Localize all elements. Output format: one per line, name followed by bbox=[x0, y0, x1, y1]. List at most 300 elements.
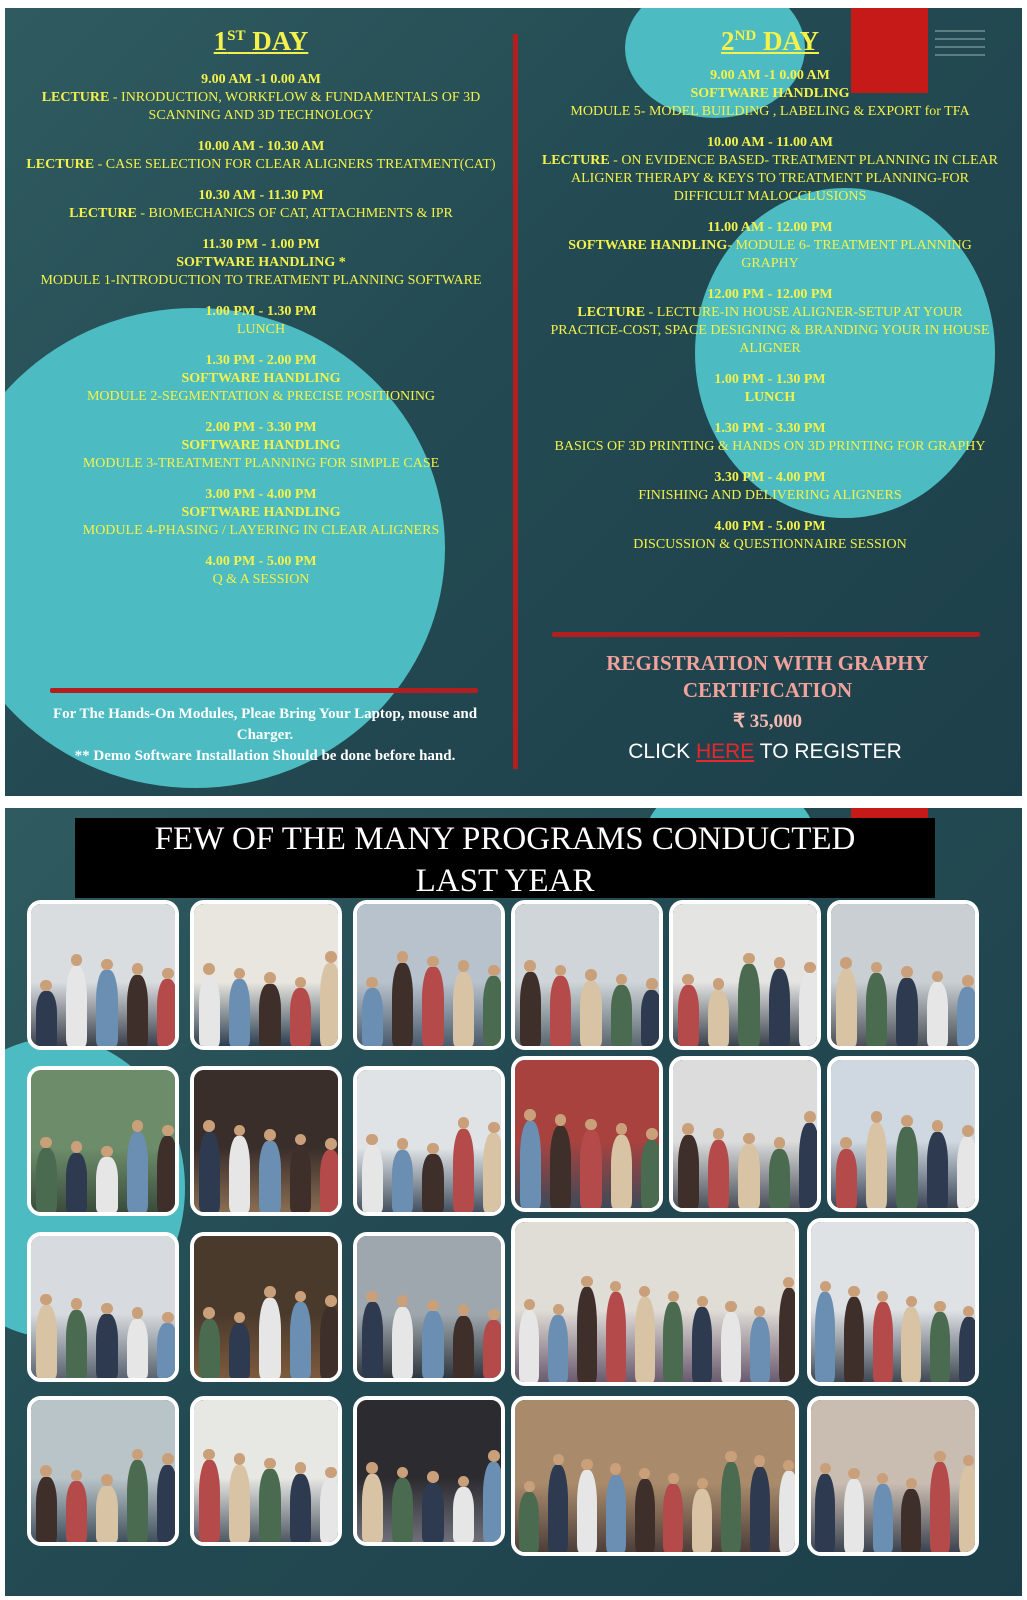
person-figure bbox=[611, 1135, 632, 1208]
person-figure bbox=[844, 1479, 864, 1552]
person-figure bbox=[779, 1288, 799, 1382]
slot-text: - INRODUCTION, WORKFLOW & FUNDAMENTALS OF 3D SCANNING AND 3D TECHNOLOGY bbox=[109, 90, 481, 123]
schedule-slot bbox=[540, 134, 1000, 206]
person-figure bbox=[769, 969, 790, 1046]
schedule-panel bbox=[5, 8, 1022, 796]
person-figure bbox=[157, 1323, 178, 1378]
slot-description bbox=[83, 456, 439, 471]
person-figure bbox=[799, 1123, 820, 1209]
person-head bbox=[901, 1115, 913, 1127]
person-head bbox=[71, 1298, 83, 1310]
slot-label: SOFTWARE HANDLING bbox=[568, 238, 728, 253]
slot-description bbox=[638, 488, 901, 503]
person-figure bbox=[229, 1323, 250, 1378]
person-figure bbox=[422, 967, 443, 1046]
person-figure bbox=[422, 1483, 443, 1542]
slot-description bbox=[570, 104, 969, 119]
person-figure bbox=[453, 1316, 474, 1378]
person-head bbox=[366, 1462, 378, 1474]
day1-column bbox=[25, 26, 497, 602]
slot-time: 12.00 PM - 12.00 PM bbox=[707, 287, 833, 302]
person-figure bbox=[927, 1132, 948, 1208]
person-figure bbox=[66, 1310, 87, 1378]
slot-heading: SOFTWARE HANDLING bbox=[181, 505, 341, 520]
person-figure bbox=[229, 1136, 250, 1212]
slot-time: 4.00 PM - 5.00 PM bbox=[205, 554, 317, 569]
person-figure bbox=[520, 972, 541, 1046]
person-head bbox=[901, 966, 913, 978]
person-figure bbox=[635, 1479, 655, 1552]
day2-schedule bbox=[540, 67, 1000, 554]
person-figure bbox=[519, 1492, 539, 1552]
person-head bbox=[725, 1451, 736, 1462]
day2-title: 2ND DAY bbox=[721, 26, 819, 56]
person-head bbox=[264, 972, 276, 984]
person-head bbox=[840, 1137, 852, 1149]
person-head bbox=[934, 1451, 945, 1462]
person-figure bbox=[844, 1297, 864, 1382]
person-figure bbox=[750, 1317, 770, 1382]
person-head bbox=[397, 1138, 409, 1150]
person-figure bbox=[641, 1140, 662, 1208]
event-photo bbox=[190, 900, 342, 1050]
event-photo bbox=[353, 900, 505, 1050]
slot-description bbox=[26, 157, 495, 172]
person-figure bbox=[606, 1475, 626, 1553]
person-head bbox=[555, 1114, 567, 1126]
day2-column bbox=[540, 26, 1000, 567]
schedule-slot bbox=[540, 420, 1000, 456]
event-photo bbox=[190, 1066, 342, 1216]
person-figure bbox=[708, 1140, 729, 1208]
person-head bbox=[962, 1125, 974, 1137]
person-head bbox=[610, 1281, 621, 1292]
event-photo bbox=[669, 900, 821, 1050]
person-head bbox=[132, 963, 144, 975]
slot-time: 3.30 PM - 4.00 PM bbox=[714, 470, 826, 485]
person-head bbox=[101, 959, 113, 971]
day1-title: 1ST DAY bbox=[213, 26, 309, 56]
slot-label: LECTURE bbox=[41, 90, 110, 105]
slot-text: - MODULE 6- TREATMENT PLANNING GRAPHY bbox=[727, 238, 972, 271]
event-photo bbox=[353, 1066, 505, 1216]
schedule-slot bbox=[25, 187, 497, 223]
person-head bbox=[713, 978, 725, 990]
person-head bbox=[697, 1478, 708, 1489]
slot-label: LECTURE bbox=[541, 153, 610, 168]
schedule-slot bbox=[540, 219, 1000, 273]
person-figure bbox=[873, 1484, 893, 1552]
schedule-slot bbox=[25, 303, 497, 339]
person-figure bbox=[422, 1311, 443, 1378]
person-figure bbox=[157, 1136, 178, 1212]
register-cta: CLICK HERE TO REGISTER bbox=[628, 740, 902, 763]
person-head bbox=[804, 962, 816, 974]
person-head bbox=[203, 963, 215, 975]
person-figure bbox=[259, 984, 280, 1046]
person-figure bbox=[550, 1126, 571, 1208]
event-photo bbox=[27, 1066, 179, 1216]
person-figure bbox=[580, 1130, 601, 1208]
person-figure bbox=[362, 1474, 383, 1542]
person-head bbox=[162, 1312, 174, 1324]
person-figure bbox=[815, 1474, 835, 1552]
register-link[interactable]: HERE bbox=[695, 740, 755, 763]
person-figure bbox=[199, 1132, 220, 1212]
person-figure bbox=[738, 964, 759, 1046]
person-head bbox=[877, 1291, 888, 1302]
slot-text: MODULE 4-PHASING / LAYERING IN CLEAR ALIGNERS bbox=[82, 523, 440, 538]
person-head bbox=[458, 1304, 470, 1316]
person-head bbox=[264, 1129, 276, 1141]
slot-description bbox=[87, 389, 435, 404]
person-head bbox=[488, 1450, 500, 1462]
slot-text: FINISHING AND DELIVERING ALIGNERS bbox=[638, 488, 902, 503]
person-head bbox=[488, 1122, 500, 1134]
person-figure bbox=[641, 990, 662, 1046]
slot-text: - ON EVIDENCE BASED- TREATMENT PLANNING IN CLEAR ALIGNER THERAPY & KEYS TO TREATMENT PLANNING-FOR DIFFICULT MALOCCLUSIONS bbox=[571, 153, 999, 204]
gallery-panel bbox=[5, 808, 1022, 1596]
person-head bbox=[101, 1303, 113, 1315]
person-head bbox=[162, 968, 174, 980]
person-head bbox=[132, 1307, 144, 1319]
person-figure bbox=[127, 1460, 148, 1542]
person-figure bbox=[779, 1471, 799, 1552]
person-head bbox=[610, 1463, 621, 1474]
person-figure bbox=[229, 979, 250, 1046]
event-photo bbox=[511, 1218, 799, 1386]
person-head bbox=[646, 978, 658, 990]
person-head bbox=[871, 1111, 883, 1123]
person-figure bbox=[901, 1489, 921, 1552]
person-figure bbox=[36, 1305, 57, 1378]
person-head bbox=[553, 1454, 564, 1465]
person-head bbox=[804, 1111, 816, 1123]
slot-description bbox=[542, 153, 998, 204]
person-head bbox=[427, 1300, 439, 1312]
person-figure bbox=[157, 1465, 178, 1542]
person-figure bbox=[959, 1317, 979, 1382]
person-figure bbox=[36, 1477, 57, 1542]
slot-text: MODULE 2-SEGMENTATION & PRECISE POSITIONING bbox=[86, 389, 436, 404]
slot-text: BASICS OF 3D PRINTING & HANDS ON 3D PRINTING FOR GRAPHY bbox=[554, 439, 986, 454]
person-figure bbox=[66, 1481, 87, 1542]
person-head bbox=[162, 1453, 174, 1465]
person-figure bbox=[362, 1302, 383, 1378]
person-figure bbox=[520, 1121, 541, 1208]
person-head bbox=[325, 1138, 337, 1150]
person-figure bbox=[453, 1129, 474, 1212]
person-figure bbox=[127, 1319, 148, 1378]
person-head bbox=[132, 1120, 144, 1132]
event-photo bbox=[27, 1232, 179, 1382]
event-photo bbox=[511, 1056, 663, 1212]
person-figure bbox=[708, 990, 729, 1046]
person-head bbox=[553, 1304, 564, 1315]
person-head bbox=[234, 1453, 246, 1465]
person-head bbox=[585, 969, 597, 981]
person-figure bbox=[721, 1312, 741, 1382]
slot-time: 1.30 PM - 2.00 PM bbox=[205, 353, 317, 368]
person-head bbox=[101, 1146, 113, 1158]
person-figure bbox=[392, 1150, 413, 1212]
slot-description bbox=[42, 90, 481, 123]
slot-heading: SOFTWARE HANDLING bbox=[181, 438, 341, 453]
event-photo bbox=[190, 1396, 342, 1546]
person-figure bbox=[738, 1144, 759, 1208]
slot-text: MODULE 1-INTRODUCTION TO TREATMENT PLANNING SOFTWARE bbox=[40, 273, 482, 288]
person-figure bbox=[635, 1297, 655, 1382]
person-figure bbox=[959, 1466, 979, 1552]
person-head bbox=[397, 1295, 409, 1307]
person-figure bbox=[96, 970, 117, 1046]
person-head bbox=[668, 1291, 679, 1302]
slot-heading: SOFTWARE HANDLING bbox=[181, 371, 341, 386]
event-photo bbox=[827, 900, 979, 1050]
slot-time: 10.00 AM - 10.30 AM bbox=[197, 139, 325, 154]
event-photo bbox=[353, 1232, 505, 1382]
person-figure bbox=[229, 1465, 250, 1542]
person-head bbox=[932, 1120, 944, 1132]
person-head bbox=[962, 975, 974, 987]
person-figure bbox=[483, 976, 504, 1046]
schedule-slot bbox=[25, 138, 497, 174]
person-figure bbox=[896, 1127, 917, 1208]
person-head bbox=[524, 1109, 536, 1121]
person-figure bbox=[483, 1320, 504, 1378]
person-head bbox=[488, 965, 500, 977]
person-figure bbox=[692, 1307, 712, 1382]
slot-heading: SOFTWARE HANDLING bbox=[690, 86, 850, 101]
person-head bbox=[397, 951, 409, 963]
person-figure bbox=[290, 1302, 311, 1378]
person-head bbox=[668, 1473, 679, 1484]
person-figure bbox=[692, 1489, 712, 1552]
event-photo bbox=[511, 1396, 799, 1556]
person-figure bbox=[199, 1319, 220, 1378]
person-figure bbox=[320, 1307, 341, 1378]
person-figure bbox=[769, 1149, 790, 1208]
slot-description bbox=[237, 322, 285, 337]
slot-description bbox=[551, 305, 990, 356]
software-note: ** Demo Software Installation Should be done before hand. bbox=[74, 748, 456, 764]
person-head bbox=[325, 1467, 337, 1479]
person-figure bbox=[663, 1484, 683, 1552]
person-head bbox=[524, 1299, 535, 1310]
person-head bbox=[697, 1296, 708, 1307]
person-figure bbox=[721, 1462, 741, 1552]
event-photo bbox=[353, 1396, 505, 1546]
person-figure bbox=[320, 1478, 341, 1542]
slot-description bbox=[40, 273, 481, 288]
person-figure bbox=[678, 1135, 699, 1208]
slot-text: - BIOMECHANICS OF CAT, ATTACHMENTS & IPR bbox=[136, 206, 453, 221]
person-figure bbox=[157, 979, 178, 1046]
person-head bbox=[264, 1286, 276, 1298]
day1-note bbox=[25, 704, 505, 767]
person-figure bbox=[901, 1307, 921, 1382]
slot-time: 11.00 AM - 12.00 PM bbox=[707, 220, 833, 235]
person-figure bbox=[577, 1287, 597, 1382]
person-figure bbox=[836, 969, 857, 1046]
person-head bbox=[264, 1458, 276, 1470]
event-photo bbox=[27, 900, 179, 1050]
person-figure bbox=[290, 988, 311, 1046]
person-head bbox=[488, 1309, 500, 1321]
slot-heading: SOFTWARE HANDLING * bbox=[176, 255, 346, 270]
schedule-slot bbox=[540, 518, 1000, 554]
person-figure bbox=[36, 1148, 57, 1212]
person-head bbox=[40, 1465, 52, 1477]
person-head bbox=[682, 1123, 694, 1135]
registration-title: REGISTRATION WITH GRAPHY CERTIFICATION bbox=[606, 651, 929, 702]
person-head bbox=[934, 1301, 945, 1312]
event-photo bbox=[807, 1218, 979, 1386]
person-figure bbox=[259, 1141, 280, 1212]
person-head bbox=[585, 1119, 597, 1131]
slot-time: 1.00 PM - 1.30 PM bbox=[205, 304, 317, 319]
person-head bbox=[71, 954, 83, 966]
person-figure bbox=[483, 1462, 504, 1542]
slot-label: LECTURE bbox=[69, 206, 137, 221]
slot-text: - LECTURE-IN HOUSE ALIGNER-SETUP AT YOUR PRACTICE-COST, SPACE DESIGNING & BRANDING YOUR IN HOUSE ALIGNER bbox=[550, 305, 990, 356]
person-head bbox=[427, 956, 439, 968]
person-figure bbox=[96, 1314, 117, 1378]
person-figure bbox=[750, 1467, 770, 1553]
person-head bbox=[581, 1459, 592, 1470]
person-figure bbox=[96, 1486, 117, 1542]
banner-line-2: LAST YEAR bbox=[415, 863, 595, 899]
banner-line-1: FEW OF THE MANY PROGRAMS CONDUCTED bbox=[154, 821, 856, 857]
person-head bbox=[325, 1295, 337, 1307]
person-figure bbox=[392, 1307, 413, 1378]
person-head bbox=[725, 1301, 736, 1312]
person-head bbox=[458, 1117, 470, 1129]
person-head bbox=[820, 1281, 831, 1292]
slot-time: 4.00 PM - 5.00 PM bbox=[714, 519, 826, 534]
person-figure bbox=[453, 1487, 474, 1542]
slot-time: 2.00 PM - 3.30 PM bbox=[205, 420, 317, 435]
laptop-note: For The Hands-On Modules, Pleae Bring Your Laptop, mouse and Charger. bbox=[52, 706, 478, 743]
person-figure bbox=[66, 1153, 87, 1212]
slot-description bbox=[69, 206, 453, 221]
person-figure bbox=[320, 1150, 341, 1212]
person-figure bbox=[866, 1123, 887, 1209]
person-figure bbox=[199, 975, 220, 1046]
schedule-slot bbox=[25, 486, 497, 540]
slot-text: LUNCH bbox=[236, 322, 286, 337]
person-figure bbox=[392, 1478, 413, 1542]
schedule-slot bbox=[540, 67, 1000, 121]
slot-time: 1.00 PM - 1.30 PM bbox=[714, 372, 826, 387]
person-figure bbox=[678, 985, 699, 1046]
slot-text: Q & A SESSION bbox=[212, 572, 310, 587]
event-photo bbox=[669, 1056, 821, 1212]
person-figure bbox=[362, 988, 383, 1046]
slot-time: 9.00 AM -1 0.00 AM bbox=[710, 68, 830, 83]
event-photo bbox=[511, 900, 663, 1050]
slot-description bbox=[555, 439, 986, 454]
person-figure bbox=[663, 1302, 683, 1382]
person-head bbox=[524, 1481, 535, 1492]
vertical-divider bbox=[513, 34, 518, 769]
person-figure bbox=[259, 1298, 280, 1378]
slot-time: 3.00 PM - 4.00 PM bbox=[205, 487, 317, 502]
person-head bbox=[581, 1276, 592, 1287]
person-head bbox=[774, 1137, 786, 1149]
slot-label: LECTURE bbox=[577, 305, 646, 320]
schedule-slot bbox=[25, 553, 497, 589]
slot-description bbox=[633, 537, 906, 552]
slot-time: 9.00 AM -1 0.00 AM bbox=[201, 72, 321, 87]
schedule-slot bbox=[25, 419, 497, 473]
person-figure bbox=[36, 991, 57, 1046]
event-photo bbox=[827, 1056, 979, 1212]
event-photo bbox=[190, 1232, 342, 1382]
slot-time: 1.30 PM - 3.30 PM bbox=[714, 421, 826, 436]
person-head bbox=[295, 1462, 307, 1474]
slot-text: - CASE SELECTION FOR CLEAR ALIGNERS TREATMENT(CAT) bbox=[94, 157, 496, 172]
person-figure bbox=[930, 1312, 950, 1382]
person-figure bbox=[483, 1133, 504, 1212]
person-figure bbox=[836, 1149, 857, 1208]
slot-text: MODULE 3-TREATMENT PLANNING FOR SIMPLE CASE bbox=[82, 456, 440, 471]
person-figure bbox=[519, 1310, 539, 1382]
schedule-slot bbox=[25, 236, 497, 290]
day1-bottom-rule bbox=[50, 688, 478, 693]
person-figure bbox=[873, 1302, 893, 1382]
slot-label: LECTURE bbox=[26, 157, 95, 172]
person-head bbox=[848, 1286, 859, 1297]
person-head bbox=[427, 1143, 439, 1155]
person-figure bbox=[259, 1469, 280, 1542]
schedule-slot bbox=[25, 352, 497, 406]
day1-schedule bbox=[25, 71, 497, 589]
person-figure bbox=[927, 982, 948, 1046]
schedule-slot bbox=[540, 469, 1000, 505]
slot-description bbox=[83, 523, 439, 538]
person-head bbox=[71, 1141, 83, 1153]
person-figure bbox=[66, 966, 87, 1046]
person-figure bbox=[453, 972, 474, 1046]
person-figure bbox=[611, 985, 632, 1046]
person-head bbox=[713, 1128, 725, 1140]
person-figure bbox=[548, 1315, 568, 1382]
person-head bbox=[774, 957, 786, 969]
slot-description bbox=[568, 238, 972, 271]
person-head bbox=[458, 960, 470, 972]
person-head bbox=[743, 1133, 755, 1145]
person-figure bbox=[577, 1470, 597, 1552]
person-figure bbox=[199, 1460, 220, 1542]
event-photo bbox=[27, 1396, 179, 1546]
person-figure bbox=[550, 976, 571, 1046]
person-figure bbox=[815, 1292, 835, 1382]
person-head bbox=[203, 1120, 215, 1132]
person-head bbox=[963, 1306, 974, 1317]
schedule-slot bbox=[540, 286, 1000, 358]
schedule-slot bbox=[540, 371, 1000, 407]
person-figure bbox=[866, 973, 887, 1046]
person-figure bbox=[127, 1132, 148, 1212]
person-head bbox=[639, 1286, 650, 1297]
person-head bbox=[906, 1296, 917, 1307]
person-figure bbox=[896, 978, 917, 1046]
day2-bottom-rule bbox=[552, 632, 980, 637]
person-figure bbox=[957, 987, 978, 1046]
person-head bbox=[646, 1128, 658, 1140]
person-figure bbox=[957, 1137, 978, 1208]
